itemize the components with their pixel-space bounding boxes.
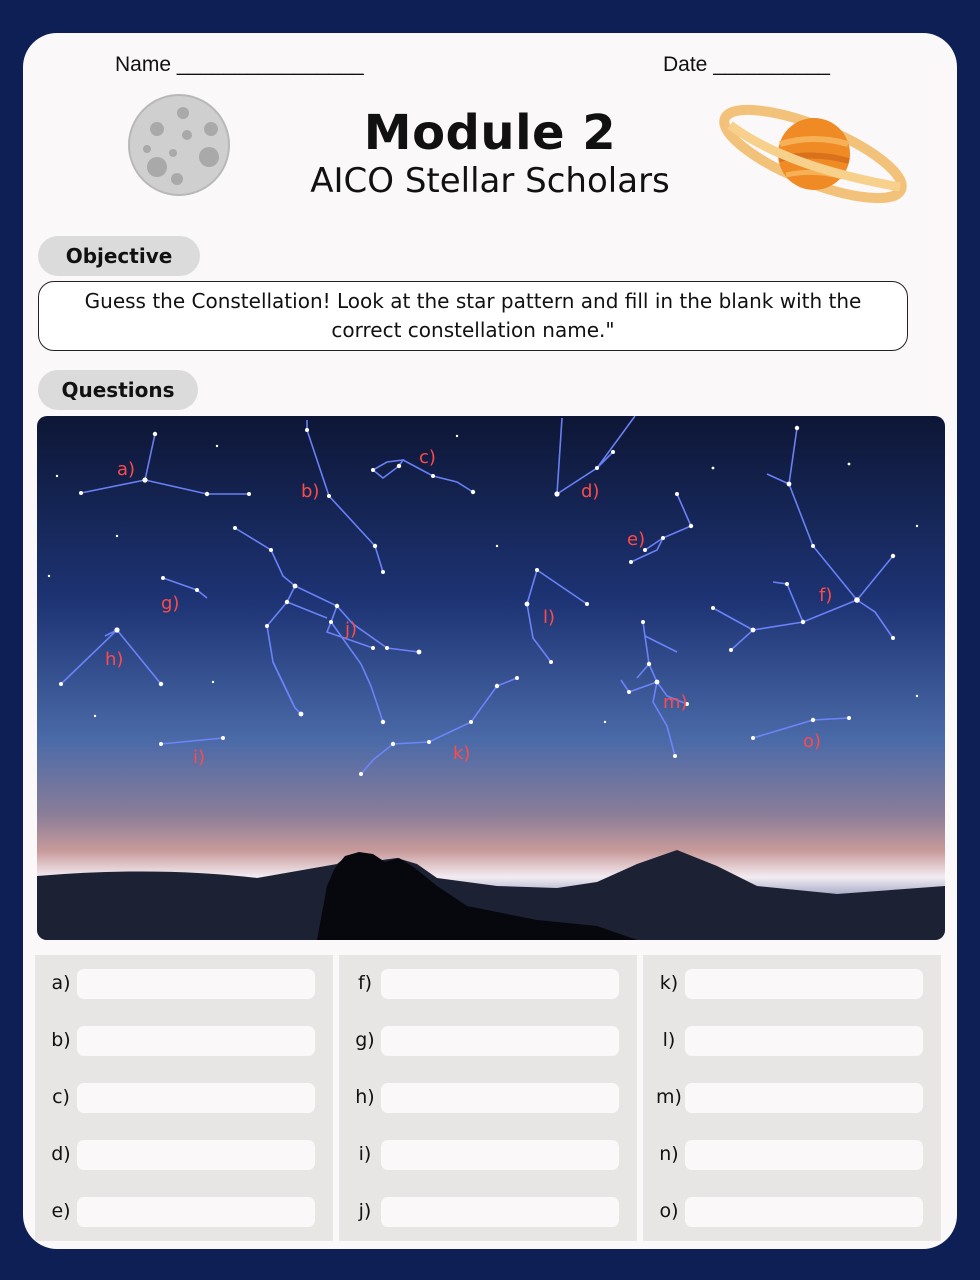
sky-label: o): [803, 731, 822, 752]
answer-column: [643, 955, 941, 1241]
answer-input[interactable]: [685, 1026, 923, 1056]
answer-row[interactable]: [643, 1026, 941, 1056]
answer-label: l): [662, 1029, 676, 1051]
answer-row[interactable]: [339, 969, 637, 999]
answer-row[interactable]: [339, 1197, 637, 1227]
answer-label: e): [51, 1200, 71, 1222]
answer-label: b): [51, 1029, 71, 1051]
answer-row[interactable]: [35, 1083, 333, 1113]
answer-input[interactable]: [685, 1197, 923, 1227]
answer-row[interactable]: [643, 969, 941, 999]
answer-input[interactable]: [381, 1140, 619, 1170]
sky-label: l): [543, 607, 556, 628]
answer-label: i): [358, 1143, 372, 1165]
answer-input[interactable]: [77, 1083, 315, 1113]
sky-label: j): [345, 619, 358, 640]
answer-input[interactable]: [685, 969, 923, 999]
page-subtitle: AICO Stellar Scholars: [310, 161, 670, 201]
answer-label: c): [52, 1086, 70, 1108]
answer-input[interactable]: [685, 1140, 923, 1170]
answer-label: g): [355, 1029, 375, 1051]
answer-input[interactable]: [381, 1026, 619, 1056]
answer-input[interactable]: [685, 1083, 923, 1113]
sky-label: e): [627, 529, 646, 550]
answer-input[interactable]: [77, 1140, 315, 1170]
answer-row[interactable]: [35, 969, 333, 999]
answer-label: a): [51, 972, 71, 994]
sky-label: c): [419, 447, 436, 468]
answer-row[interactable]: [339, 1026, 637, 1056]
constellation-sky-image: [37, 416, 945, 940]
sky-label: f): [819, 585, 833, 606]
answer-input[interactable]: [77, 1026, 315, 1056]
sky-label: g): [161, 593, 180, 614]
worksheet: [23, 33, 957, 1249]
sky-label: a): [117, 459, 136, 480]
answer-row[interactable]: [35, 1140, 333, 1170]
answer-column: [339, 955, 637, 1241]
sky-label: i): [193, 747, 206, 768]
answer-label: f): [357, 972, 373, 994]
answer-grid: [35, 955, 945, 1241]
questions-heading: Questions: [38, 370, 198, 410]
objective-text: Guess the Constellation! Look at the star pattern and fill in the blank with the correct constellation name.": [38, 281, 908, 351]
answer-row[interactable]: [339, 1083, 637, 1113]
sky-label: m): [663, 692, 688, 713]
answer-label: d): [51, 1143, 71, 1165]
answer-column: [35, 955, 333, 1241]
page-title: Module 2: [363, 105, 617, 161]
answer-label: o): [659, 1200, 679, 1222]
answer-input[interactable]: [381, 1197, 619, 1227]
answer-label: h): [355, 1086, 375, 1108]
answer-row[interactable]: [643, 1083, 941, 1113]
answer-input[interactable]: [77, 969, 315, 999]
sky-label: d): [581, 481, 600, 502]
answer-label: k): [659, 972, 679, 994]
date-field[interactable]: Date __________: [663, 53, 830, 76]
answer-label: j): [358, 1200, 372, 1222]
answer-input[interactable]: [77, 1197, 315, 1227]
name-field[interactable]: Name ________________: [115, 53, 364, 76]
answer-label: m): [656, 1086, 682, 1108]
sky-label: k): [453, 743, 471, 764]
sky-label: b): [301, 481, 320, 502]
answer-row[interactable]: [35, 1197, 333, 1227]
answer-row[interactable]: [35, 1026, 333, 1056]
answer-row[interactable]: [643, 1140, 941, 1170]
answer-row[interactable]: [339, 1140, 637, 1170]
answer-input[interactable]: [381, 969, 619, 999]
objective-heading: Objective: [38, 236, 200, 276]
answer-input[interactable]: [381, 1083, 619, 1113]
answer-row[interactable]: [643, 1197, 941, 1227]
answer-label: n): [659, 1143, 679, 1165]
sky-label: h): [105, 649, 124, 670]
